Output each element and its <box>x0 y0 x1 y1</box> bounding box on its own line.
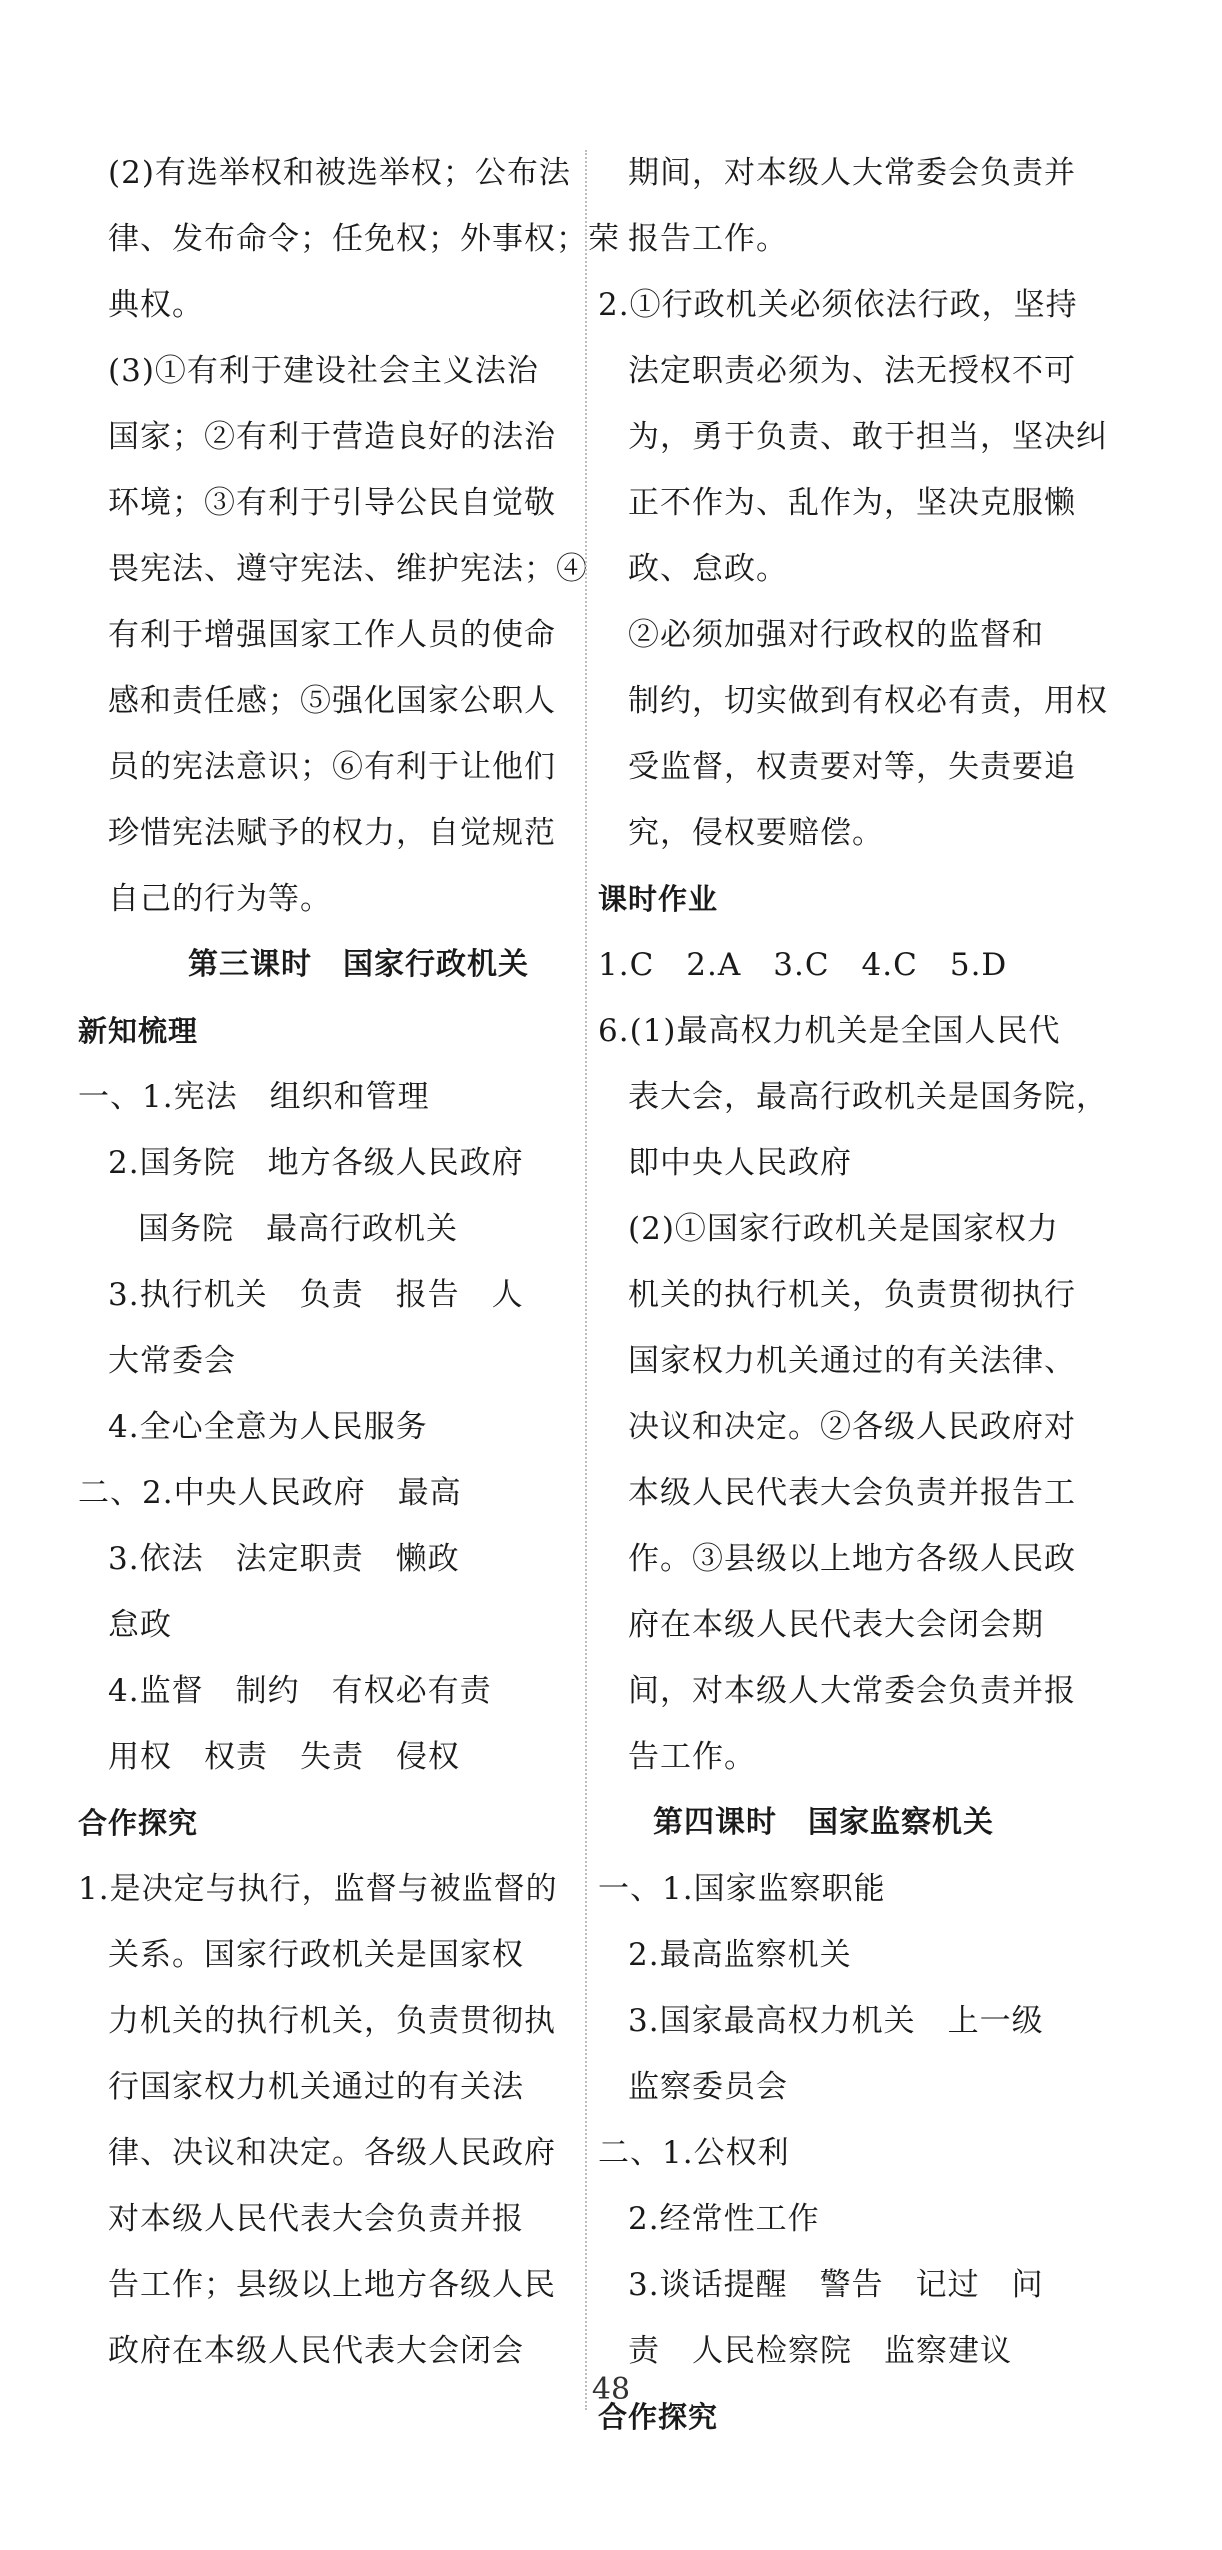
text-line: 畏宪法、遵守宪法、维护宪法；④ <box>108 551 588 587</box>
text-line: 行国家权力机关通过的有关法 <box>108 2069 524 2105</box>
lesson-title: 第三课时 国家行政机关 <box>188 947 529 982</box>
text-line: 本级人民代表大会负责并报告工 <box>628 1475 1076 1511</box>
page-number: 48 <box>591 2372 631 2407</box>
text-line: 3.国家最高权力机关 上一级 <box>628 2003 1044 2039</box>
right-column <box>598 140 1118 2450</box>
text-line: 表大会，最高行政机关是国务院， <box>628 1079 1108 1115</box>
text-line: 2.①行政机关必须依法行政，坚持 <box>598 287 1078 323</box>
text-line: 6.(1)最高权力机关是全国人民代 <box>598 1013 1061 1049</box>
text-line: 3.执行机关 负责 报告 人 <box>108 1277 524 1313</box>
text-line: 怠政 <box>108 1607 172 1643</box>
text-line: ②必须加强对行政权的监督和 <box>628 617 1044 653</box>
text-line: 4.全心全意为人民服务 <box>108 1409 428 1445</box>
text-line: 2.经常性工作 <box>628 2201 820 2237</box>
section-heading: 课时作业 <box>598 882 719 916</box>
text-line: 国家权力机关通过的有关法律、 <box>628 1343 1076 1379</box>
text-line: 3.依法 法定职责 懒政 <box>108 1541 460 1577</box>
text-line: 环境；③有利于引导公民自觉敬 <box>108 485 556 521</box>
text-line: 典权。 <box>108 287 204 323</box>
text-line: 一、1.国家监察职能 <box>598 1871 886 1907</box>
text-line: 一、1.宪法 组织和管理 <box>78 1079 430 1115</box>
text-line: 珍惜宪法赋予的权力，自觉规范 <box>108 815 556 851</box>
text-line: 正不作为、乱作为，坚决克服懒 <box>628 485 1076 521</box>
text-line: 即中央人民政府 <box>628 1145 852 1181</box>
lesson-title: 第四课时 国家监察机关 <box>653 1805 994 1840</box>
section-heading: 新知梳理 <box>78 1014 199 1048</box>
text-line: 机关的执行机关，负责贯彻执行 <box>628 1277 1076 1313</box>
text-line: 关系。国家行政机关是国家权 <box>108 1937 524 1973</box>
text-line: 力机关的执行机关，负责贯彻执 <box>108 2003 556 2039</box>
text-line: 为，勇于负责、敢于担当，坚决纠 <box>628 419 1108 455</box>
text-line: 决议和决定。②各级人民政府对 <box>628 1409 1076 1445</box>
text-line: 1.是决定与执行，监督与被监督的 <box>78 1871 558 1907</box>
text-line: 律、决议和决定。各级人民政府 <box>108 2135 556 2171</box>
text-line: 报告工作。 <box>628 221 788 257</box>
text-line: 究，侵权要赔偿。 <box>628 815 884 851</box>
text-line: 政府在本级人民代表大会闭会 <box>108 2333 524 2369</box>
text-line: (3)①有利于建设社会主义法治 <box>108 353 539 389</box>
text-line: 府在本级人民代表大会闭会期 <box>628 1607 1044 1643</box>
text-line: 二、2.中央人民政府 最高 <box>78 1475 462 1511</box>
text-line: 期间，对本级人大常委会负责并 <box>628 155 1076 191</box>
column-divider <box>585 150 587 2410</box>
text-line: 用权 权责 失责 侵权 <box>108 1739 460 1775</box>
text-line: (2)①国家行政机关是国家权力 <box>628 1211 1059 1247</box>
text-line: 告工作。 <box>628 1739 756 1775</box>
text-line: 制约，切实做到有权必有责，用权 <box>628 683 1108 719</box>
text-line: 作。③县级以上地方各级人民政 <box>628 1541 1076 1577</box>
text-line: 政、怠政。 <box>628 551 788 587</box>
left-column <box>78 140 620 2384</box>
text-line: 自己的行为等。 <box>108 881 332 917</box>
section-heading: 合作探究 <box>78 1806 199 1840</box>
text-line: 告工作；县级以上地方各级人民 <box>108 2267 556 2303</box>
text-line: 感和责任感；⑤强化国家公职人 <box>108 683 556 719</box>
text-line: 2.最高监察机关 <box>628 1937 852 1973</box>
text-line: 受监督，权责要对等，失责要追 <box>628 749 1076 785</box>
text-line: 大常委会 <box>108 1343 236 1379</box>
text-line: 有利于增强国家工作人员的使命 <box>108 617 556 653</box>
text-line: 3.谈话提醒 警告 记过 问 <box>628 2267 1044 2303</box>
text-line: 4.监督 制约 有权必有责 <box>108 1673 492 1709</box>
section-heading: 合作探究 <box>598 2400 719 2434</box>
text-line: 1.C 2.A 3.C 4.C 5.D <box>598 947 1008 983</box>
text-line: 员的宪法意识；⑥有利于让他们 <box>108 749 556 785</box>
text-line: 国务院 最高行政机关 <box>138 1211 458 1247</box>
text-line: 间，对本级人大常委会负责并报 <box>628 1673 1076 1709</box>
text-line: 国家；②有利于营造良好的法治 <box>108 419 556 455</box>
text-line: 2.国务院 地方各级人民政府 <box>108 1145 524 1181</box>
text-line: 律、发布命令；任免权；外事权；荣 <box>108 221 620 257</box>
text-line: 对本级人民代表大会负责并报 <box>108 2201 524 2237</box>
text-line: 二、1.公权利 <box>598 2135 790 2171</box>
text-line: 法定职责必须为、法无授权不可 <box>628 353 1076 389</box>
text-line: 责 人民检察院 监察建议 <box>628 2333 1012 2369</box>
text-line: (2)有选举权和被选举权；公布法 <box>108 155 571 191</box>
text-line: 监察委员会 <box>628 2069 788 2105</box>
